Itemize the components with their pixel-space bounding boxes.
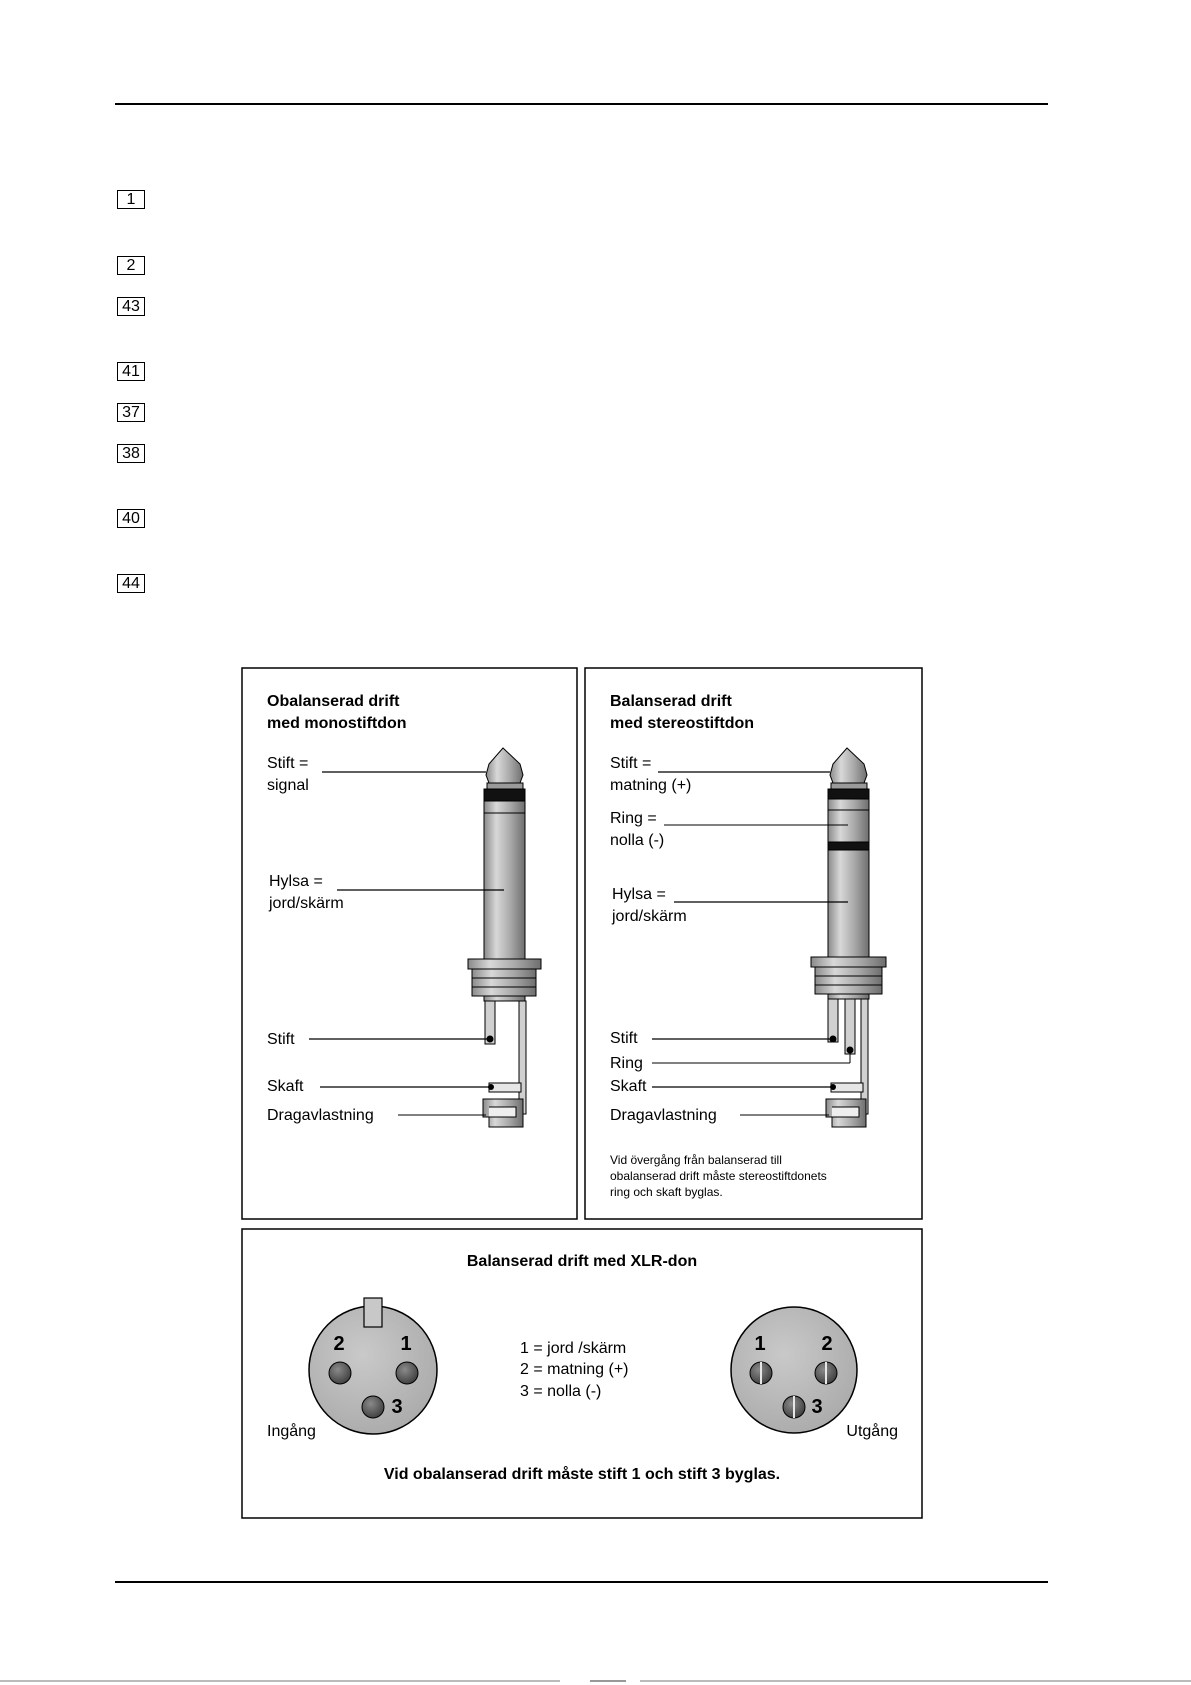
- shaft-label: Skaft: [267, 1078, 304, 1095]
- ref-number: 43: [117, 297, 145, 316]
- ref-number: 40: [117, 509, 145, 528]
- shaft-label: Skaft: [610, 1078, 647, 1095]
- note-text: ring och skaft byglas.: [610, 1185, 723, 1199]
- ref-number: 1: [117, 190, 145, 209]
- balanced-panel: [585, 668, 922, 1219]
- xlr-panel: [242, 1229, 922, 1518]
- pin-number: 1: [754, 1333, 766, 1355]
- ring-label: Ring =: [610, 810, 657, 827]
- tip-label: Stift =: [267, 755, 309, 772]
- panel-subtitle: med monostiftdon: [267, 715, 407, 732]
- tip-label: signal: [267, 777, 309, 794]
- pin-legend: 1 = jord /skärm: [520, 1340, 627, 1357]
- pin-number: 1: [400, 1333, 412, 1355]
- input-label: Ingång: [267, 1423, 316, 1440]
- ring-wire-label: Ring: [610, 1055, 643, 1072]
- tip-label: matning (+): [610, 777, 692, 794]
- tip-wire-label: Stift: [267, 1031, 295, 1048]
- tip-wire-label: Stift: [610, 1030, 638, 1047]
- sleeve-label: jord/skärm: [612, 908, 687, 925]
- ring-label: nolla (-): [610, 832, 665, 849]
- ref-number: 2: [117, 256, 145, 275]
- pin-legend: 3 = nolla (-): [520, 1383, 602, 1400]
- xlr-title: Balanserad drift med XLR-don: [466, 1253, 698, 1270]
- bottom-rule: [115, 1581, 1048, 1583]
- pin-number: 2: [333, 1333, 345, 1355]
- ref-number: 38: [117, 444, 145, 463]
- note-text: obalanserad drift måste stereostiftdonets: [610, 1169, 827, 1183]
- panel-title: Obalanserad drift: [267, 693, 400, 710]
- sleeve-label: Hylsa =: [612, 886, 666, 903]
- output-label: Utgång: [846, 1423, 898, 1440]
- note-text: Vid övergång från balanserad till: [610, 1153, 782, 1167]
- ref-number: 37: [117, 403, 145, 422]
- pin-number: 2: [821, 1333, 833, 1355]
- ref-number: 41: [117, 362, 145, 381]
- pin-number: 3: [391, 1396, 403, 1418]
- strain-relief-label: Dragavlastning: [267, 1107, 374, 1124]
- panel-title: Balanserad drift: [610, 693, 732, 710]
- unbalanced-panel: [242, 668, 577, 1219]
- xlr-output-connector: [731, 1307, 857, 1433]
- panel-subtitle: med stereostiftdon: [610, 715, 755, 732]
- sleeve-label: jord/skärm: [269, 895, 344, 912]
- sleeve-label: Hylsa =: [269, 873, 323, 890]
- pin-legend: 2 = matning (+): [520, 1361, 629, 1378]
- pin-number: 3: [811, 1396, 823, 1418]
- strain-relief-label: Dragavlastning: [610, 1107, 717, 1124]
- xlr-footnote: Vid obalanserad drift måste stift 1 och stift 3 byglas.: [383, 1466, 781, 1483]
- tip-label: Stift =: [610, 755, 652, 772]
- ref-number: 44: [117, 574, 145, 593]
- scan-edge-strip: [0, 1680, 1191, 1682]
